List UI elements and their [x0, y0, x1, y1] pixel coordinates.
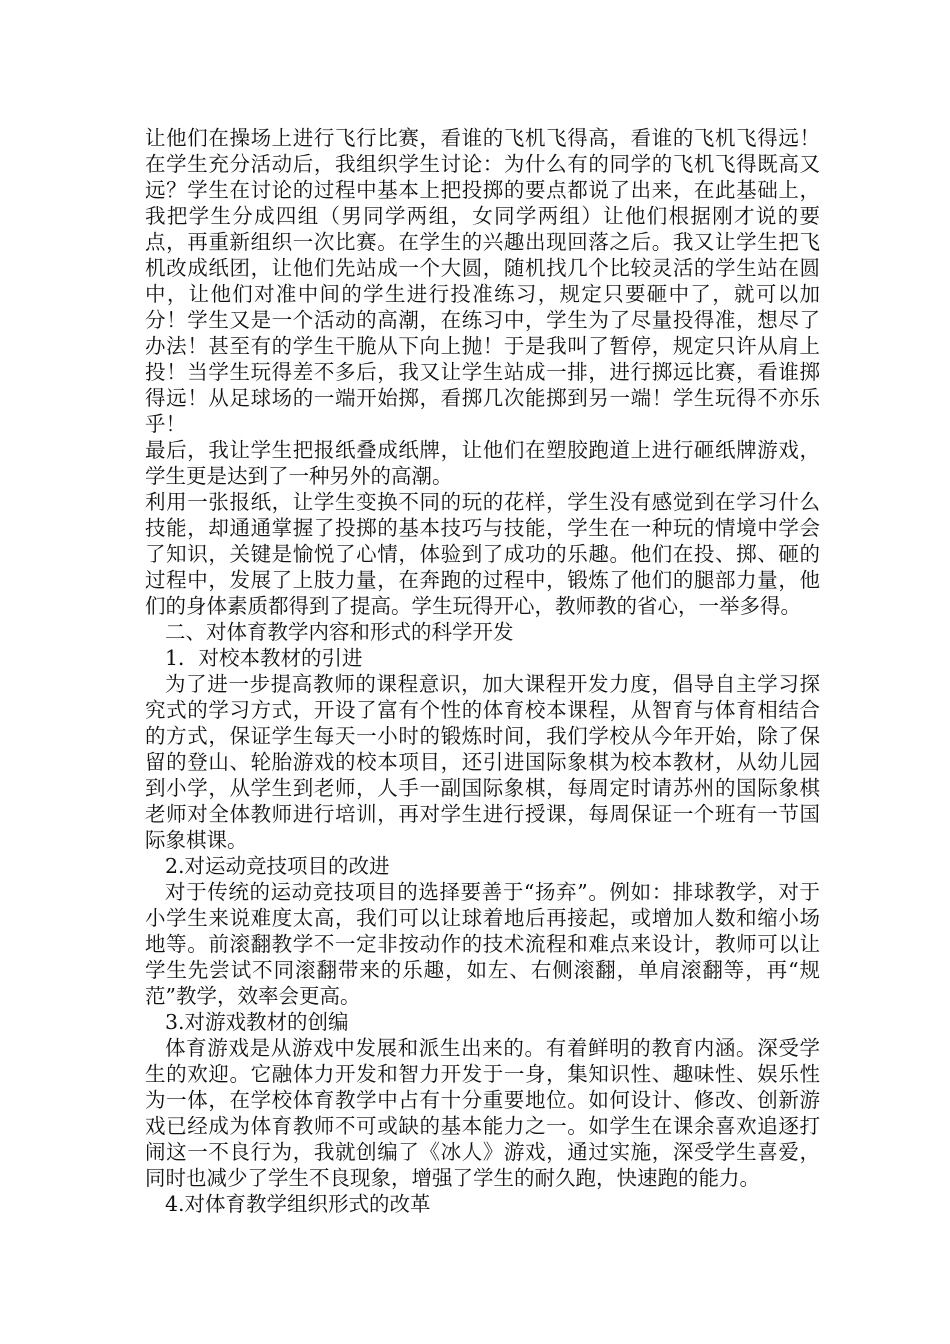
- paragraph-school-textbook: 为了进一步提高教师的课程意识，加大课程开发力度，倡导自主学习探究式的学习方式，开设了富有个性的体育校本课程，从智育与体育相结合的方式，保证学生每天一小时的锻炼时间，我们学校从今年开始，除了保留的登山、轮胎游戏的校本项目，还引进国际象棋为校本教材，从幼儿园到小学，从学生到老师，人手一副国际象棋，每周定时请苏州的国际象棋老师对全体教师进行培训，再对学生进行授课，每周保证一个班有一节国际象棋课。: [145, 672, 820, 852]
- subheading-competitive-sports: 2.对运动竞技项目的改进: [165, 854, 390, 878]
- paragraph-paper-plane-game: 让他们在操场上进行飞行比赛，看谁的飞机飞得高，看谁的飞机飞得远！在学生充分活动后，我组织学生讨论：为什么有的同学的飞机飞得既高又远？学生在讨论的过程中基本上把投掷的要点都说了出来，在此基础上，我把学生分成四组（男同学两组，女同学两组）让他们根据刚才说的要点，再重新组织一次比赛。在学生的兴趣出现回落之后。我又让学生把飞机改成纸团，让他们先站成一个大圆，随机找几个比较灵活的学生站在圆中，让他们对准中间的学生进行投准练习，规定只要砸中了，就可以加分！学生又是一个活动的高潮，在练习中，学生为了尽量投得准，想尽了办法！甚至有的学生干脆从下向上抛！于是我叫了暂停，规定只许从肩上投！当学生玩得差不多后，我又让学生站成一排，进行掷远比赛，看谁掷得远！从足球场的一端开始掷，看掷几次能掷到另一端！学生玩得不亦乐乎！: [145, 126, 820, 436]
- paragraph-paper-card-game: 最后，我让学生把报纸叠成纸牌，让他们在塑胶跑道上进行砸纸牌游戏，学生更是达到了一种另外的高潮。: [145, 438, 820, 488]
- section-heading-content-development: 二、对体育教学内容和形式的科学开发: [165, 620, 514, 644]
- subheading-school-textbook: 1．对校本教材的引进: [165, 646, 363, 670]
- paragraph-competitive-sports: 对于传统的运动竞技项目的选择要善于“扬弃”。例如：排球教学，对于小学生来说难度太高，我们可以让球着地后再接起，或增加人数和缩小场地等。前滚翻教学不一定非按动作的技术流程和难点来设计，教师可以让学生先尝试不同滚翻带来的乐趣，如左、右侧滚翻，单肩滚翻等，再“规范”教学，效率会更高。: [145, 880, 820, 1008]
- subheading-game-materials: 3.对游戏教材的创编: [165, 1010, 349, 1034]
- document-page: [145, 125, 820, 1217]
- subheading-organization-reform: 4.对体育教学组织形式的改革: [165, 1192, 431, 1216]
- paragraph-game-materials: 体育游戏是从游戏中发展和派生出来的。有着鲜明的教育内涵。深受学生的欢迎。它融体力开发和智力开发于一身，集知识性、趣味性、娱乐性为一体，在学校体育教学中占有十分重要地位。如何设计、修改、创新游戏已经成为体育教师不可或缺的基本能力之一。如学生在课余喜欢追逐打闹这一不良行为，我就创编了《冰人》游戏，通过实施，深受学生喜爱，同时也减少了学生不良现象，增强了学生的耐久跑，快速跑的能力。: [145, 1036, 820, 1190]
- paragraph-newspaper-summary: 利用一张报纸，让学生变换不同的玩的花样，学生没有感觉到在学习什么技能，却通通掌握了投掷的基本技巧与技能，学生在一种玩的情境中学会了知识，关键是愉悦了心情，体验到了成功的乐趣。他们在投、掷、砸的过程中，发展了上肢力量，在奔跑的过程中，锻炼了他们的腿部力量，他们的身体素质都得到了提高。学生玩得开心，教师教的省心，一举多得。: [145, 490, 820, 618]
